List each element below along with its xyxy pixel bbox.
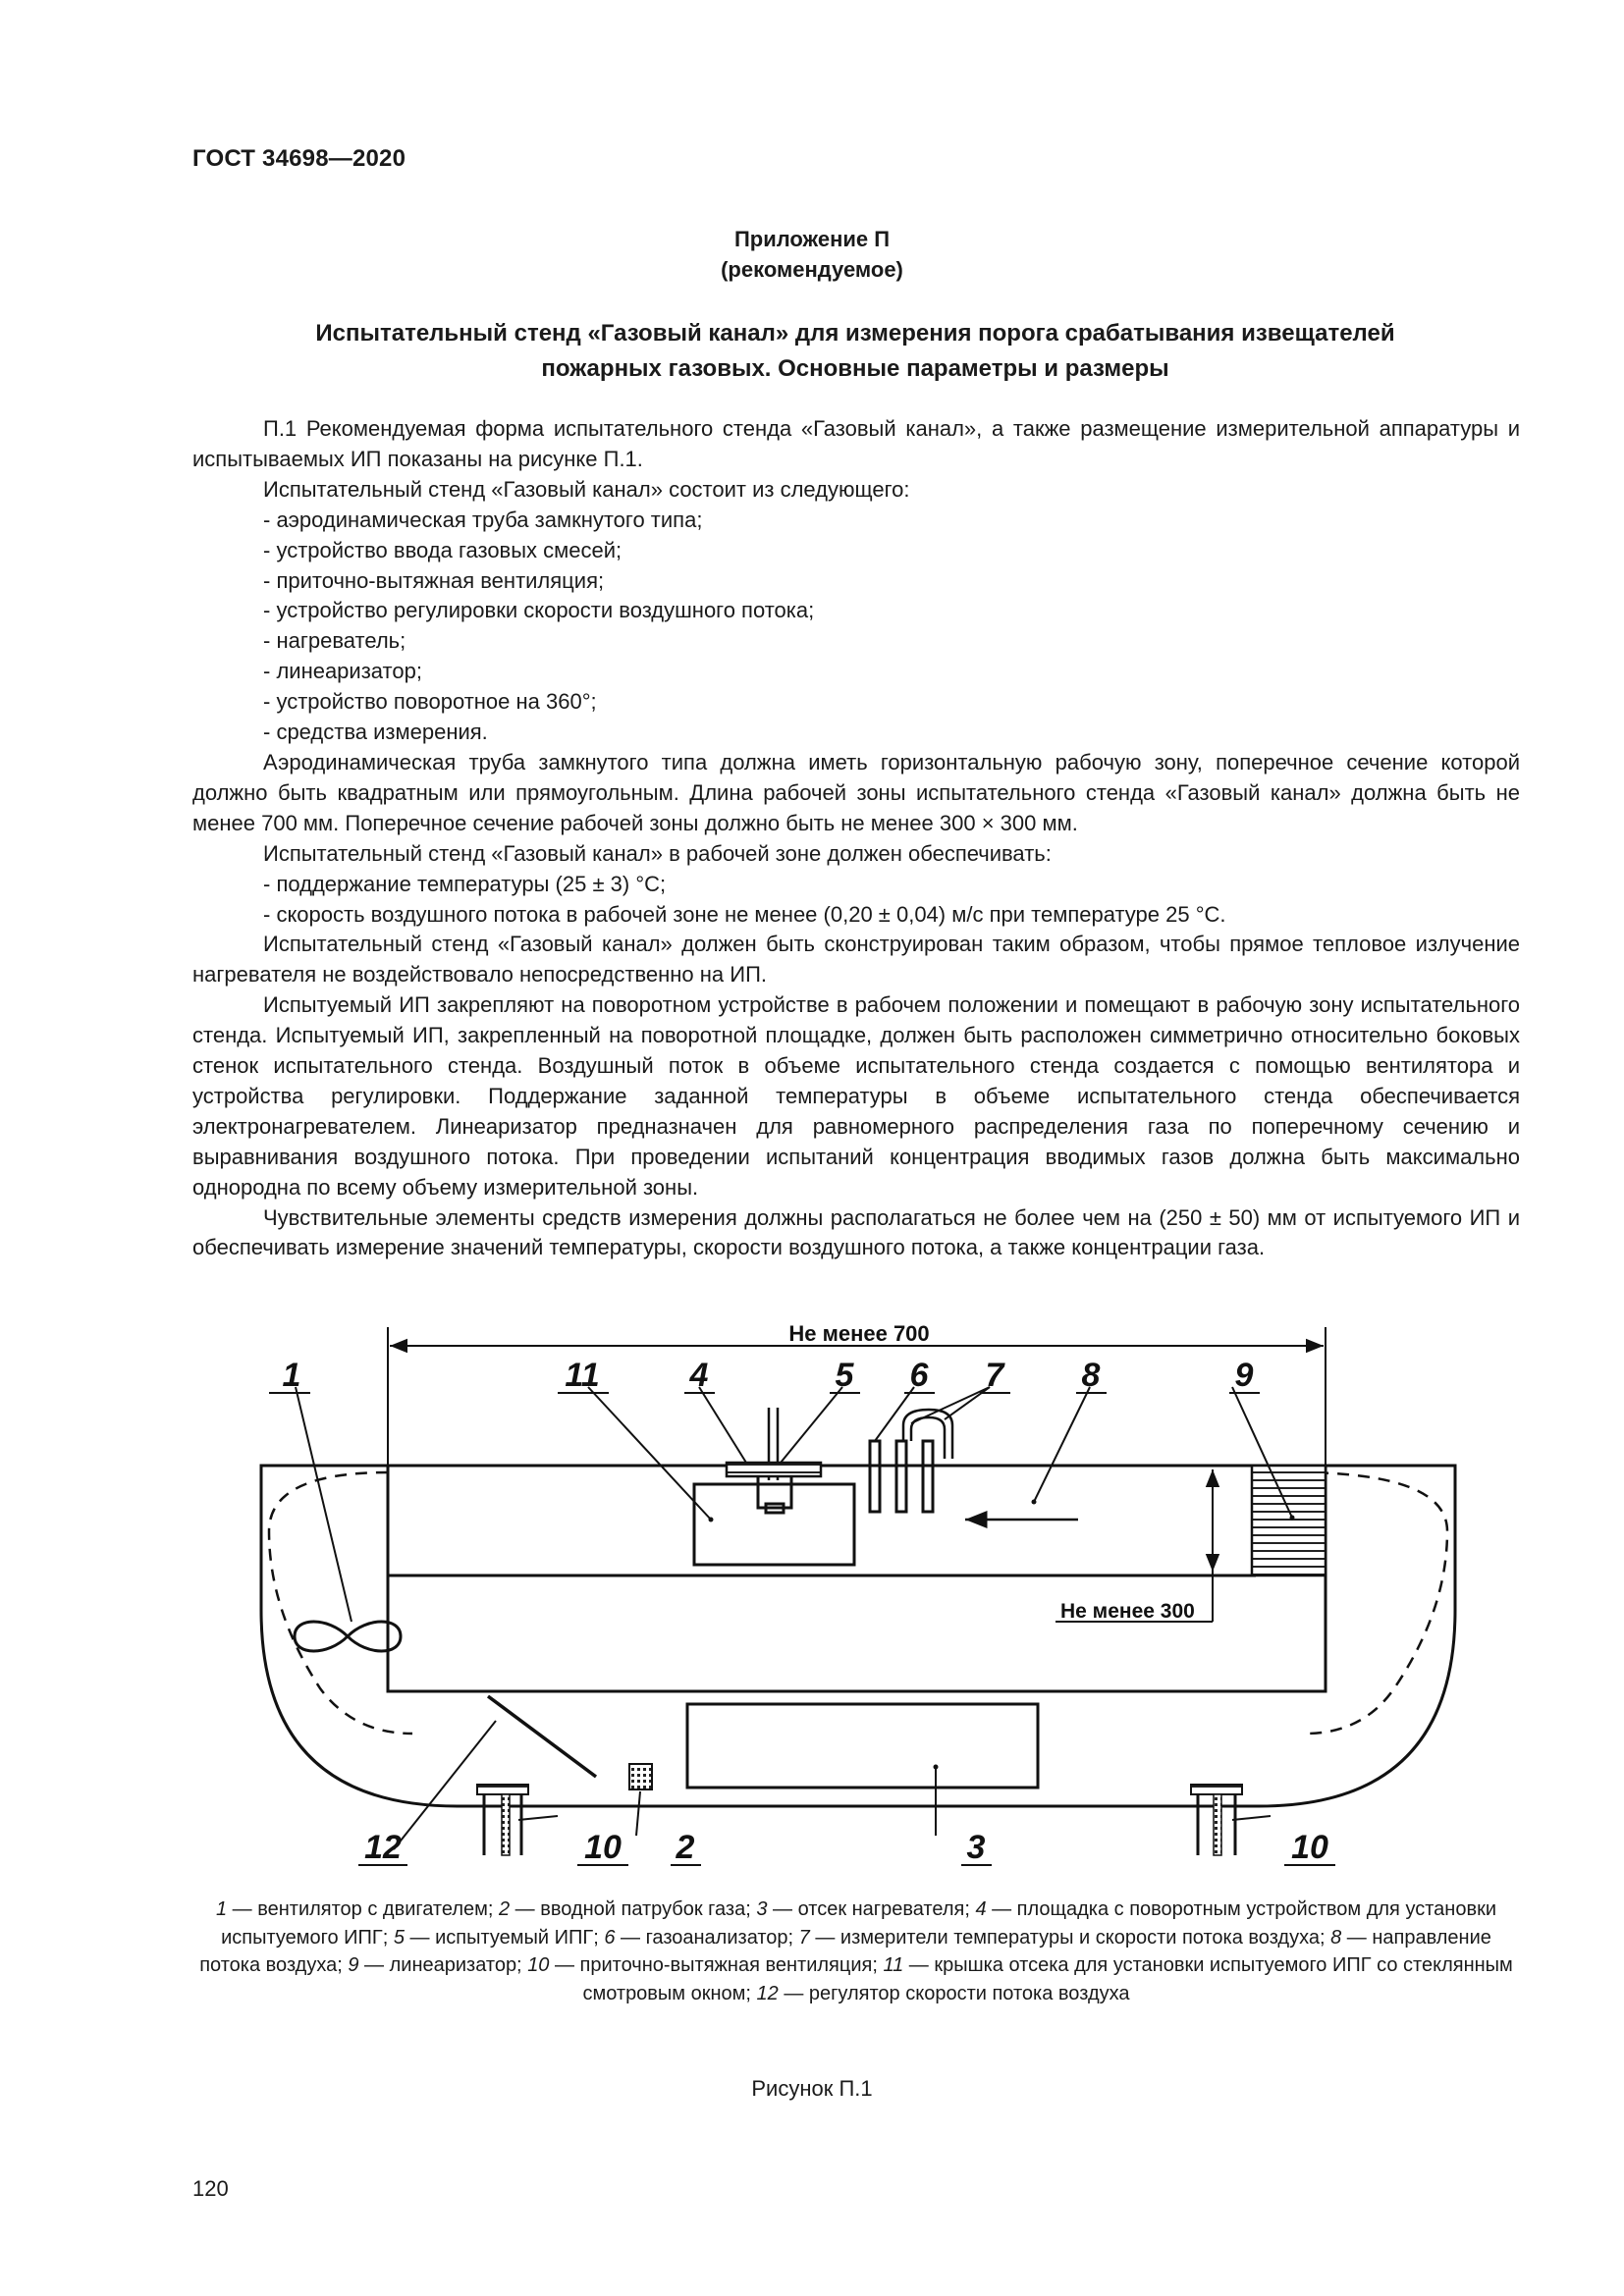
body-text <box>192 414 1520 1263</box>
callout-7: 7 <box>985 1357 1004 1394</box>
paragraph: Испытательный стенд «Газовый канал» состоит из следующего: <box>263 476 910 502</box>
legend-text: — вентилятор с двигателем; <box>227 1898 499 1920</box>
paragraph: Чувствительные элементы средств измерения должны располагаться не более чем на (250 ± 50) мм от испытуемого ИП и обеспечивать измерение значений температуры, скорости воздушного потока, а также концентрации газа. <box>192 1204 1520 1260</box>
legend-number: 9 <box>348 1954 359 1976</box>
list-item: - линеаризатор; <box>263 659 422 684</box>
callout-12: 12 <box>364 1829 402 1866</box>
paragraph: Испытательный стенд «Газовый канал» должен быть сконструирован таким образом, чтобы прямое тепловое излучение нагревателя не воздействовало непосредственно на ИП. <box>192 932 1520 988</box>
paragraph: Испытуемый ИП закрепляют на поворотном устройстве в рабочем положении и помещают в рабочую зону испытательного стенда. Испытуемый ИП, закрепленный на поворотной площадке, должен быть расположен симметрично относительно боковых стенок испытательного стенда. Воздушный поток в объеме испытательного стенда создается с помощью вентилятора и устройства регулировки. Поддержание заданной температуры в объеме испытательного стенда обеспечивается электронагревателем. Линеаризатор предназначен для равномерного распределения газа по поперечному сечению и выравнивания воздушного потока. При проведении испытаний концентрация вводимых газов должна быть максимально однородна по всему объему измерительной зоны. <box>192 992 1520 1200</box>
legend-number: 6 <box>604 1926 616 1949</box>
legend-text: — приточно-вытяжная вентиляция; <box>549 1954 884 1976</box>
list-item: - средства измерения. <box>263 720 488 745</box>
legend-text: — регулятор скорости потока воздуха <box>778 1982 1130 2004</box>
paragraph: П.1 Рекомендуемая форма испытательного стенда «Газовый канал», а также размещение измерительной аппаратуры и испытываемых ИП показаны на рисунке П.1. <box>192 416 1520 471</box>
legend-text: — линеаризатор; <box>358 1954 528 1976</box>
list-item: - приточно-вытяжная вентиляция; <box>263 567 605 593</box>
callout-3: 3 <box>966 1829 986 1866</box>
legend-number: 8 <box>1330 1926 1342 1949</box>
velocity-probe <box>923 1441 933 1512</box>
callout-10-left: 10 <box>584 1829 622 1866</box>
section-title-line-1: Испытательный стенд «Газовый канал» для измерения порога срабатывания извещателей <box>315 320 1395 347</box>
legend-number: 2 <box>498 1898 511 1920</box>
callout-1: 1 <box>282 1357 301 1394</box>
callout-10-right: 10 <box>1291 1829 1328 1866</box>
legend-text: — газоанализатор; <box>615 1926 799 1949</box>
linearizer <box>1252 1466 1326 1575</box>
section-title <box>192 316 1518 387</box>
list-item: - аэродинамическая труба замкнутого типа; <box>263 507 703 532</box>
legend-text: — вводной патрубок газа; <box>510 1898 757 1920</box>
gas-analyzer-probe <box>870 1441 880 1512</box>
legend-text: — испытуемый ИПГ; <box>405 1926 605 1949</box>
callout-6: 6 <box>909 1357 929 1394</box>
legend-text: — измерители температуры и скорости потока воздуха; <box>809 1926 1331 1949</box>
legend-text: — площадка с поворотным устройством для установки испытуемого ИПГ; <box>221 1898 1496 1949</box>
ventilation-flange <box>477 1785 528 1794</box>
callout-9: 9 <box>1234 1357 1254 1394</box>
working-zone <box>388 1466 1326 1691</box>
callout-2: 2 <box>676 1829 695 1866</box>
appendix-subtitle: (рекомендуемое) <box>721 257 903 282</box>
legend-number: 4 <box>975 1898 987 1920</box>
page-number: 120 <box>192 2176 229 2201</box>
list-item: - устройство ввода газовых смесей; <box>263 537 623 562</box>
list-item: - устройство поворотное на 360°; <box>263 689 597 715</box>
rotary-platform <box>727 1463 821 1476</box>
temperature-probe <box>896 1441 906 1512</box>
paragraph: Аэродинамическая труба замкнутого типа должна иметь горизонтальную рабочую зону, поперечное сечение которой должно быть квадратным или прямоугольным. Длина рабочей зоны испытательного стенда «Газовый канал» должна быть не менее 700 мм. Поперечное сечение рабочей зоны должно быть не менее 300 × 300 мм. <box>192 749 1520 835</box>
fan-icon <box>295 1622 401 1651</box>
list-item: - устройство регулировки скорости воздушного потока; <box>263 598 815 623</box>
air-damper <box>488 1696 596 1777</box>
ventilation-flange <box>1191 1785 1242 1794</box>
legend-text: — направление потока воздуха; <box>199 1926 1491 1976</box>
figure-title: Рисунок П.1 <box>751 2076 873 2101</box>
callout-8: 8 <box>1081 1357 1101 1394</box>
section-title-line-2: пожарных газовых. Основные параметры и размеры <box>541 355 1169 382</box>
ventilation-pipe <box>1214 1794 1221 1855</box>
paragraph: Испытательный стенд «Газовый канал» в рабочей зоне должен обеспечивать: <box>263 840 1052 866</box>
list-item: - скорость воздушного потока в рабочей зоне не менее (0,20 ± 0,04) м/с при температуре 25 °С. <box>263 901 1226 927</box>
gas-inlet <box>629 1764 652 1789</box>
legend-text: — крышка отсека для установки испытуемого ИПГ со стеклянным смотровым окном; <box>582 1954 1513 2004</box>
probe-tube <box>911 1417 945 1459</box>
legend-number: 7 <box>798 1926 810 1949</box>
ventilation-pipe <box>502 1794 510 1855</box>
tunnel-end-left-dashed <box>269 1472 412 1734</box>
legend-number: 11 <box>883 1954 904 1976</box>
appendix-title: Приложение П <box>733 227 891 251</box>
figure-legend <box>192 1896 1520 2007</box>
dim-height-label: Не менее 300 <box>1060 1600 1195 1623</box>
legend-text: — отсек нагревателя; <box>767 1898 976 1920</box>
legend-number: 12 <box>756 1982 779 2004</box>
document-header: ГОСТ 34698—2020 <box>192 145 406 172</box>
test-stand-diagram <box>0 1296 1624 1885</box>
list-item: - поддержание температуры (25 ± 3) °С; <box>263 871 667 896</box>
dim-length-label: Не менее 700 <box>788 1321 930 1346</box>
callout-4: 4 <box>689 1357 709 1394</box>
legend-number: 5 <box>393 1926 405 1949</box>
list-item: - нагреватель; <box>263 628 406 654</box>
heater-compartment <box>687 1704 1038 1788</box>
legend-number: 3 <box>756 1898 768 1920</box>
legend-number: 1 <box>215 1898 228 1920</box>
sensor-compartment <box>694 1484 854 1565</box>
callout-11: 11 <box>565 1357 600 1394</box>
callout-5: 5 <box>835 1357 854 1394</box>
legend-number: 10 <box>527 1954 550 1976</box>
